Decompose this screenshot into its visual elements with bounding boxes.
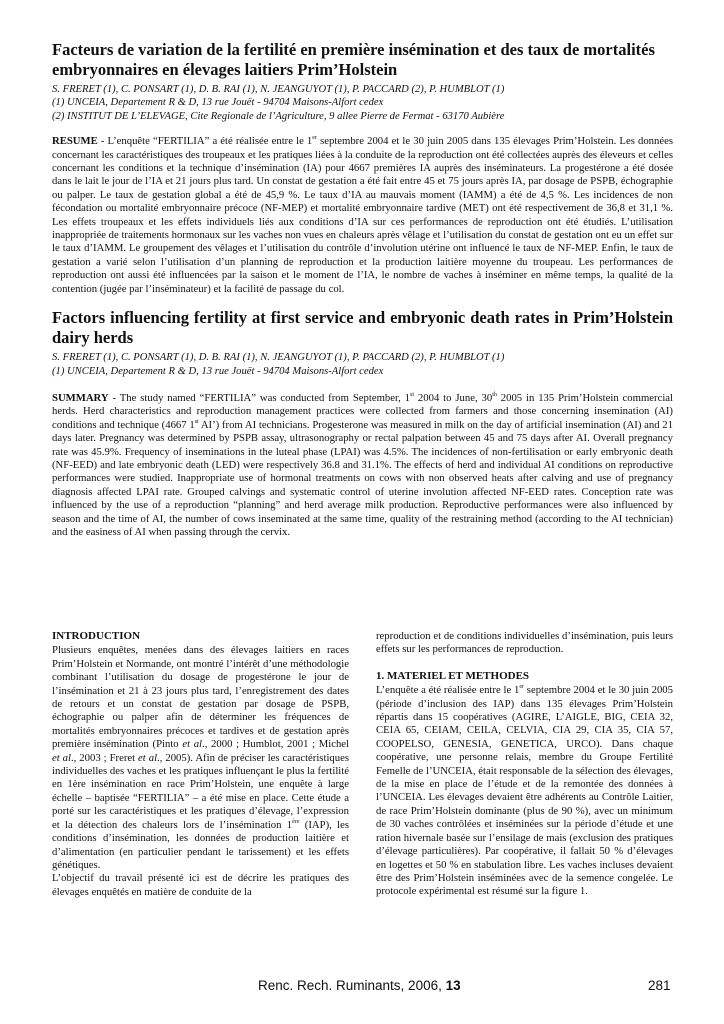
summary-text-4: AI’) from AI technicians. Progesterone was measured in milk on the day of artificial insemination (AI) and 21 days later. Pregnancy was determined by PSPB assay, ultrasonography or rectal palpation between 45 and 75 days after AI. Overall pregnancy rate was 45.9%. Frequency of inseminations in the luteal phase (LPAI) was 4.5%. The incidences of non-fertilisation or early embryonic death (NF-EED) and late embryonic death (LED) were respectively 36.8 and 31.1%. The effects of herd and individual AI conditions on reproductive performances were studied. Inappropriate use of hormonal treatments on cows with non observed heats after calving and use of pregnancy diagnosis affected LPAI rate. Grouped calvings and systematic control of uterine involution affected NF-EED rates. Conception rate was influenced by the use of a reproduction “planning” and herd average milk production. Reproductive performances were also influenced by season and the time of AI, the number of cows inseminated at the same time, quality of the restraining method (according to the AI technician) and the easiness of AI when passing through the cervix.: [52, 418, 673, 538]
english-authors: S. FRERET (1), C. PONSART (1), D. B. RAI (1), N. JEANGUYOT (1), P. PACCARD (2), P. HUMBLOT (1): [52, 352, 505, 364]
french-abstract: [52, 135, 673, 296]
introduction-paragraph-1: [52, 644, 349, 872]
summary-label: SUMMARY: [52, 391, 109, 404]
journal-name: Renc. Rech. Ruminants, 2006,: [258, 978, 446, 993]
abstract-text-start: - L’enquête “FERTILIA” a été réalisée entre le 1: [97, 135, 313, 148]
intro-text-4: ., 2005). Afin de préciser les caractéristiques individuelles des vaches et les pratiques influençant le plus la fertilité en 1ère insémination en race Prim’Holstein, une enquête à large échelle – baptisée “FERTILIA” – a été mise en place. Cette étude a porté sur les caractéristiques et les pratiques d’élevage, l’expression et la détection des chaleurs lors de l’insémination 1: [52, 751, 349, 831]
english-title: Factors influencing fertility at first service and embryonic death rates in Prim’Holstein dairy herds: [52, 308, 673, 348]
summary-text-2: 2004 to June, 30: [414, 391, 493, 404]
french-affiliation-1: (1) UNCEIA, Departement R & D, 13 rue Jouët - 94704 Maisons-Alfort cedex: [52, 97, 384, 109]
intro-etal-1: et al: [182, 738, 203, 751]
intro-etal-2: et al: [52, 751, 71, 764]
english-summary: [52, 392, 673, 539]
left-column: [52, 630, 349, 899]
journal-volume: 13: [445, 978, 461, 993]
intro-etal-3: et al: [138, 751, 158, 764]
page-header-block: [52, 40, 673, 539]
methods-superscript: er: [519, 684, 525, 691]
methods-text-2: septembre 2004 et le 30 juin 2005 (période d’inclusion des IAP) dans 135 élevages Prim’Holstein répartis dans 15 coopératives (AGIRE, L’AIGLE, BIG, CEIA 32, CEIA 65, CEIAM, CEILA, CELVIA, CIA 29, CIA 35, CIA 57, COOPELSO, GENESIA, GENETICA, URCO). Dans chaque coopérative, une personne relais, membre du Groupe Fertilité Femelle de l’UNCEIA, était responsable de la sélection des élevages, de la mise en place de l’étude et de la remontée des données à l’UNCEIA. Les élevages devaient être adhérents au Contrôle Laitier, de race Prim’Holstein dominante (plus de 90 %), avec un minimum de 30 vaches contrôlées et inséminées sur la période d’étude et une ration hivernale basée sur l’ensilage de mais (exclusion des pratiques d’élevage particulières). Par coopérative, il fallait 50 % d’élevages en logettes et 50 % en stabulation libre. Les vaches incluses devaient être des Prim’Holstein inséminées avec de la semence congelée. Le protocole expérimental est résumé sur la figure 1.: [376, 684, 673, 898]
methods-text-1: L’enquête a été réalisée entre le 1: [376, 684, 520, 697]
right-column: [376, 630, 673, 899]
summary-text-1: - The study named “FERTILIA” was conducted from September, 1: [108, 391, 411, 404]
intro-text-2: ., 2000 ; Humblot, 2001 ; Michel: [202, 738, 350, 751]
abstract-superscript: er: [312, 135, 317, 142]
methods-heading: 1. MATERIEL ET METHODES: [376, 669, 530, 682]
intro-text-1: Plusieurs enquêtes, menées dans des élevages laitiers en races Prim’Holstein et Normande, ont montré l’intérêt d’une méthodologie combinant l’utilisation du dosage de progestérone le jour de l’insémination et 21 à 23 jours plus tard, l’enregistrement des dates de retours et un constat de gestation par dosage de PSPB, échographie ou palper afin de déterminer les fréquences de mortalités embryonnaires précoces et tardives et de gestation après première insémination (Pinto: [52, 644, 349, 751]
page-number: 281: [648, 978, 671, 993]
abstract-text-body: septembre 2004 et le 30 juin 2005 dans 135 élevages Prim’Holstein. Les données concernant les caractéristiques des troupeaux et les pratiques liées à la conduite de la reproduction ont été collectées auprès des éleveurs et celles concernant les conditions et la technique d’insémination (IA) pour 4667 premières IA auprès des inséminateurs. La progestérone a été dosée dans le lait le jour de l’IA et 21 jours plus tard. Un constat de gestation a été fait entre 45 et 75 jours après IA, par dosage de PSPB, échographie ou palper. Le taux de gestation global a été de 45,9 %. Le taux d’IA au mauvais moment (IAMM) a été de 4,5 %. Les incidences de non fécondation ou mortalité embryonnaire précoce (NF-MEP) et mortalité embryonnaire tardive (MET) ont été respectivement de 36,8 et 31,1 %. Les effets troupeaux et les effets individuels liés aux conditions d’IA sur ces performances de reproduction ont été étudiés. L’utilisation inappropriée de traitements hormonaux sur les vaches non vues en chaleurs après vêlage et l’utilisation du constat de gestation ont eu un effet sur le taux d’IAMM. Le groupement des vêlages et l’utilisation du contrôle d’involution utérine ont influencé le taux de NF-MEP. Enfin, le taux de gestation a varié selon l’utilisation d’un planning de reproduction et la production laitière moyenne du troupeau. Les performances de reproduction ont aussi été influencées par la saison et le moment de l’IA, le nombre de vaches à inséminer en même temps, la qualité de la contention (jugée par l’inséminateur) et la facilité de passage du col.: [52, 135, 673, 295]
french-affiliation-2: (2) INSTITUT DE L’ELEVAGE, Cite Regionale de l’Agriculture, 9 allee Pierre de Fermat - 63170 Aubière: [52, 110, 505, 122]
french-authors: S. FRERET (1), C. PONSART (1), D. B. RAI (1), N. JEANGUYOT (1), P. PACCARD (2), P. HUMBLOT (1): [52, 84, 505, 95]
introduction-heading: INTRODUCTION: [52, 630, 141, 642]
introduction-paragraph-2-continued: reproduction et de conditions individuelles d’insémination, puis leurs effets sur les performances de reproduction.: [376, 630, 673, 656]
summary-sup-1: st: [410, 391, 415, 398]
summary-sup-3: st: [194, 418, 199, 425]
introduction-paragraph-2: L’objectif du travail présenté ici est de décrire les pratiques des élevages enquêtés en matière de conduite de la: [52, 872, 349, 898]
english-affiliation-1: (1) UNCEIA, Departement R & D, 13 rue Jouët - 94704 Maisons-Alfort cedex: [52, 365, 384, 377]
summary-sup-2: th: [492, 391, 497, 398]
abstract-label: RESUME: [52, 135, 98, 148]
intro-text-3: ., 2003 ; Freret: [71, 751, 139, 764]
intro-superscript: ère: [292, 818, 300, 825]
summary-text-3: 2005 in 135 Prim’Holstein commercial herds. Herd characteristics and reproduction management practices were collected from farmers and those concerning insemination (AI) conditions and technique (4667 1: [52, 391, 674, 431]
methods-paragraph-1: [376, 684, 673, 899]
intro-text-5: (IAP), les conditions d’insémination, les données de production laitière et d’alimentation (en particulier pendant le tarissement) et les effets génétiques.: [52, 818, 349, 871]
journal-citation: [258, 978, 461, 993]
french-title: Facteurs de variation de la fertilité en première insémination et des taux de mortalités embryonnaires en élevages laitiers Prim’Holstein: [52, 40, 655, 79]
body-columns: [52, 630, 673, 899]
